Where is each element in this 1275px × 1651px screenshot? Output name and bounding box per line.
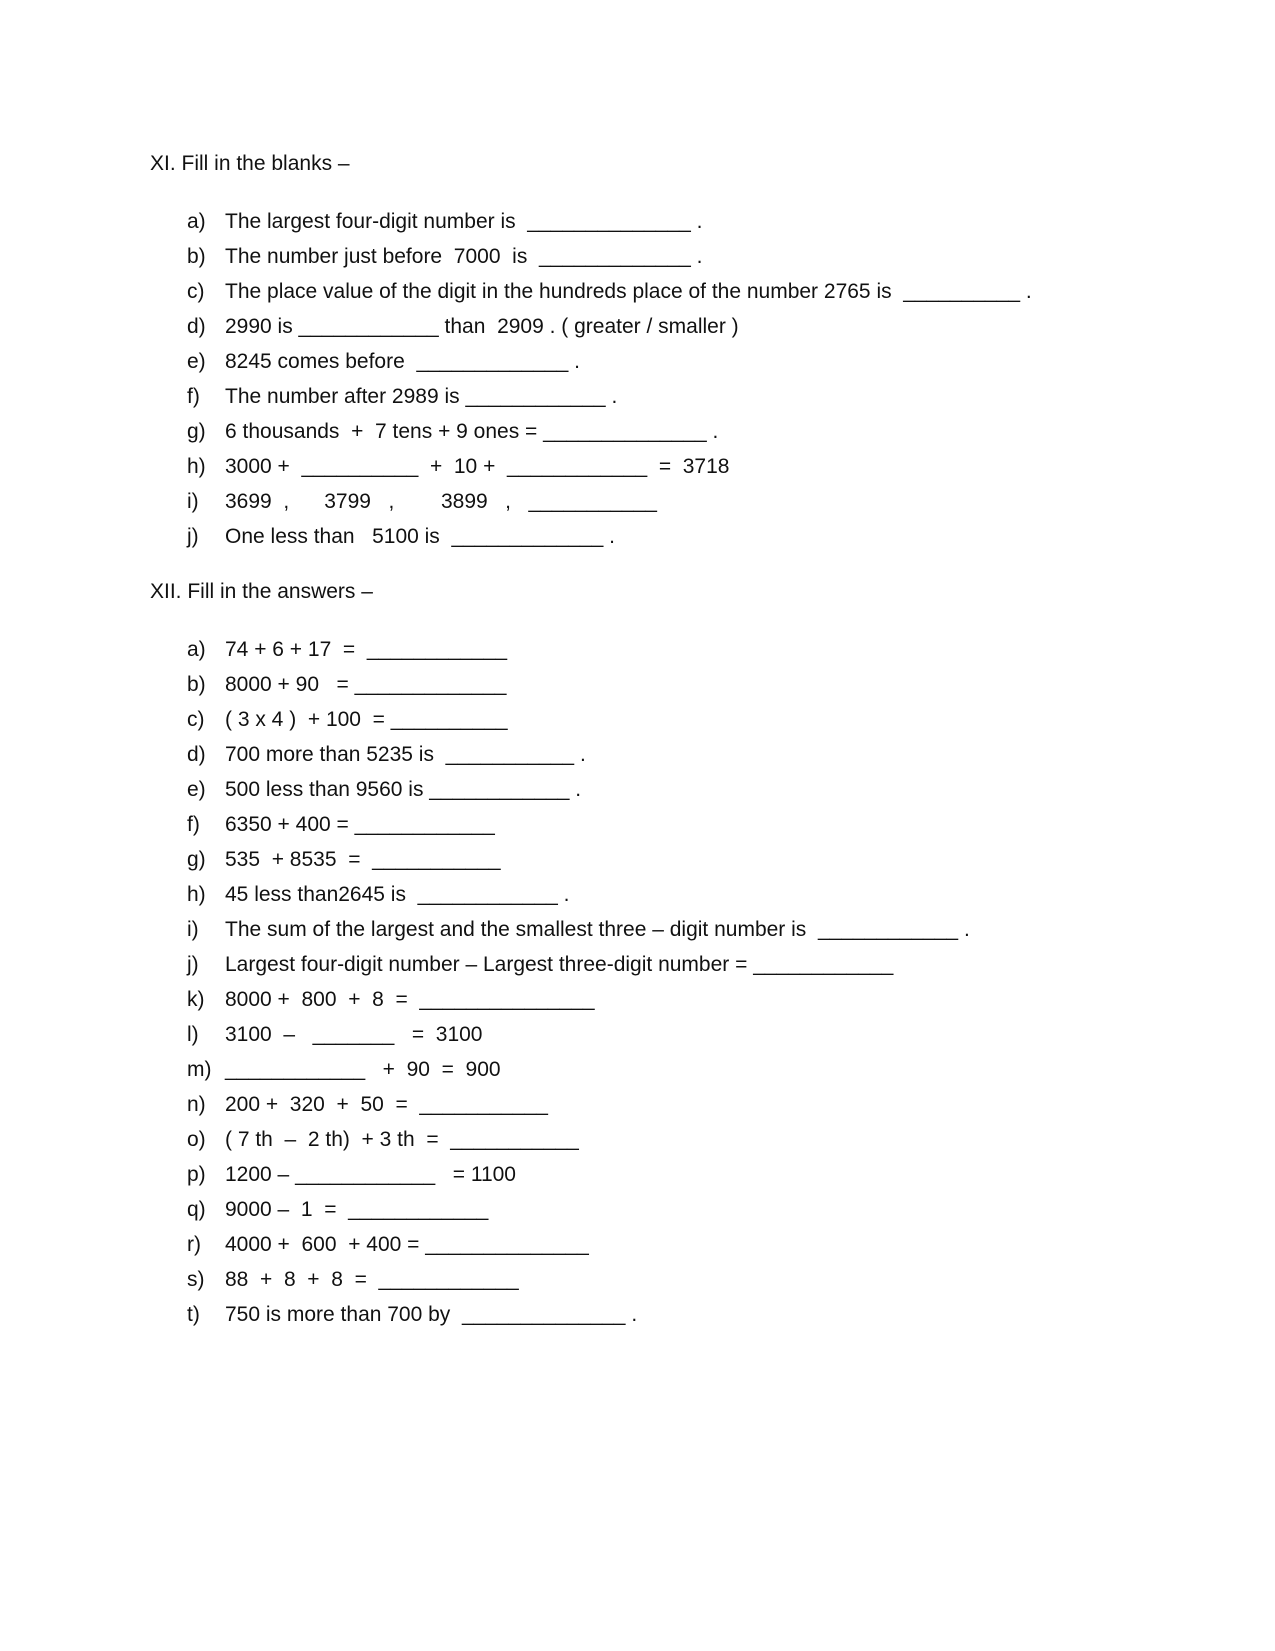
section-xi-list xyxy=(187,208,1032,558)
list-item xyxy=(187,846,970,881)
item-marker: b) xyxy=(187,245,206,268)
item-marker: c) xyxy=(187,280,205,303)
item-text: 535 + 8535 = ___________ xyxy=(225,848,501,871)
list-item xyxy=(187,208,1032,243)
item-text: The place value of the digit in the hundreds place of the number 2765 is __________ . xyxy=(225,280,1032,303)
item-text: 3100 – _______ = 3100 xyxy=(225,1023,483,1046)
item-text: 8245 comes before _____________ . xyxy=(225,350,580,373)
item-marker: s) xyxy=(187,1268,205,1291)
item-text: 500 less than 9560 is ____________ . xyxy=(225,778,582,801)
list-item xyxy=(187,1196,970,1231)
item-marker: l) xyxy=(187,1023,199,1046)
item-marker: r) xyxy=(187,1233,201,1256)
item-text: 4000 + 600 + 400 = ______________ xyxy=(225,1233,589,1256)
item-text: 3699 , 3799 , 3899 , ___________ xyxy=(225,490,657,513)
list-item xyxy=(187,951,970,986)
item-text: 88 + 8 + 8 = ____________ xyxy=(225,1268,519,1291)
item-marker: b) xyxy=(187,673,206,696)
section-xii-heading: XII. Fill in the answers – xyxy=(150,580,373,603)
list-item xyxy=(187,881,970,916)
list-item xyxy=(187,636,970,671)
item-text: 8000 + 800 + 8 = _______________ xyxy=(225,988,595,1011)
item-marker: m) xyxy=(187,1058,212,1081)
item-marker: h) xyxy=(187,883,206,906)
list-item xyxy=(187,916,970,951)
item-marker: f) xyxy=(187,813,200,836)
list-item xyxy=(187,1161,970,1196)
item-text: 700 more than 5235 is ___________ . xyxy=(225,743,586,766)
item-marker: g) xyxy=(187,420,206,443)
item-marker: p) xyxy=(187,1163,206,1186)
item-marker: q) xyxy=(187,1198,206,1221)
item-marker: d) xyxy=(187,315,206,338)
list-item xyxy=(187,418,1032,453)
item-text: 6 thousands + 7 tens + 9 ones = ______________ . xyxy=(225,420,719,443)
item-marker: g) xyxy=(187,848,206,871)
item-text: 45 less than2645 is ____________ . xyxy=(225,883,570,906)
list-item xyxy=(187,1301,970,1336)
item-marker: n) xyxy=(187,1093,206,1116)
list-item xyxy=(187,1091,970,1126)
item-marker: i) xyxy=(187,918,199,941)
item-text: 74 + 6 + 17 = ____________ xyxy=(225,638,508,661)
item-text: The number just before 7000 is _____________ . xyxy=(225,245,703,268)
item-text: ( 3 x 4 ) + 100 = __________ xyxy=(225,708,508,731)
item-text: 1200 – ____________ = 1100 xyxy=(225,1163,516,1186)
list-item xyxy=(187,488,1032,523)
list-item xyxy=(187,811,970,846)
section-xii-list xyxy=(187,636,970,1336)
list-item xyxy=(187,776,970,811)
list-item xyxy=(187,741,970,776)
list-item xyxy=(187,243,1032,278)
section-xi-heading: XI. Fill in the blanks – xyxy=(150,152,350,175)
item-text: The number after 2989 is ____________ . xyxy=(225,385,618,408)
item-marker: i) xyxy=(187,490,199,513)
list-item xyxy=(187,1231,970,1266)
item-text: One less than 5100 is _____________ . xyxy=(225,525,615,548)
item-marker: a) xyxy=(187,210,206,233)
item-marker: j) xyxy=(187,953,199,976)
list-item xyxy=(187,453,1032,488)
item-text: The sum of the largest and the smallest three – digit number is ____________ . xyxy=(225,918,970,941)
item-marker: f) xyxy=(187,385,200,408)
item-text: 6350 + 400 = ____________ xyxy=(225,813,495,836)
list-item xyxy=(187,706,970,741)
list-item xyxy=(187,523,1032,558)
list-item xyxy=(187,1056,970,1091)
item-text: 9000 – 1 = ____________ xyxy=(225,1198,489,1221)
item-text: 200 + 320 + 50 = ___________ xyxy=(225,1093,548,1116)
item-text: The largest four-digit number is ______________ . xyxy=(225,210,703,233)
list-item xyxy=(187,313,1032,348)
item-marker: h) xyxy=(187,455,206,478)
item-text: 8000 + 90 = _____________ xyxy=(225,673,507,696)
list-item xyxy=(187,1126,970,1161)
list-item xyxy=(187,383,1032,418)
item-marker: j) xyxy=(187,525,199,548)
item-text: Largest four-digit number – Largest three-digit number = ____________ xyxy=(225,953,894,976)
list-item xyxy=(187,1021,970,1056)
list-item xyxy=(187,1266,970,1301)
item-text: 3000 + __________ + 10 + ____________ = 3718 xyxy=(225,455,730,478)
item-marker: a) xyxy=(187,638,206,661)
item-text: 750 is more than 700 by ______________ . xyxy=(225,1303,638,1326)
list-item xyxy=(187,986,970,1021)
item-marker: k) xyxy=(187,988,205,1011)
item-marker: c) xyxy=(187,708,205,731)
item-marker: t) xyxy=(187,1303,200,1326)
item-text: ( 7 th – 2 th) + 3 th = ___________ xyxy=(225,1128,579,1151)
item-marker: e) xyxy=(187,350,206,373)
item-marker: d) xyxy=(187,743,206,766)
list-item xyxy=(187,671,970,706)
item-marker: e) xyxy=(187,778,206,801)
item-text: ____________ + 90 = 900 xyxy=(225,1058,501,1081)
item-marker: o) xyxy=(187,1128,206,1151)
item-text: 2990 is ____________ than 2909 . ( greater / smaller ) xyxy=(225,315,739,338)
list-item xyxy=(187,278,1032,313)
list-item xyxy=(187,348,1032,383)
